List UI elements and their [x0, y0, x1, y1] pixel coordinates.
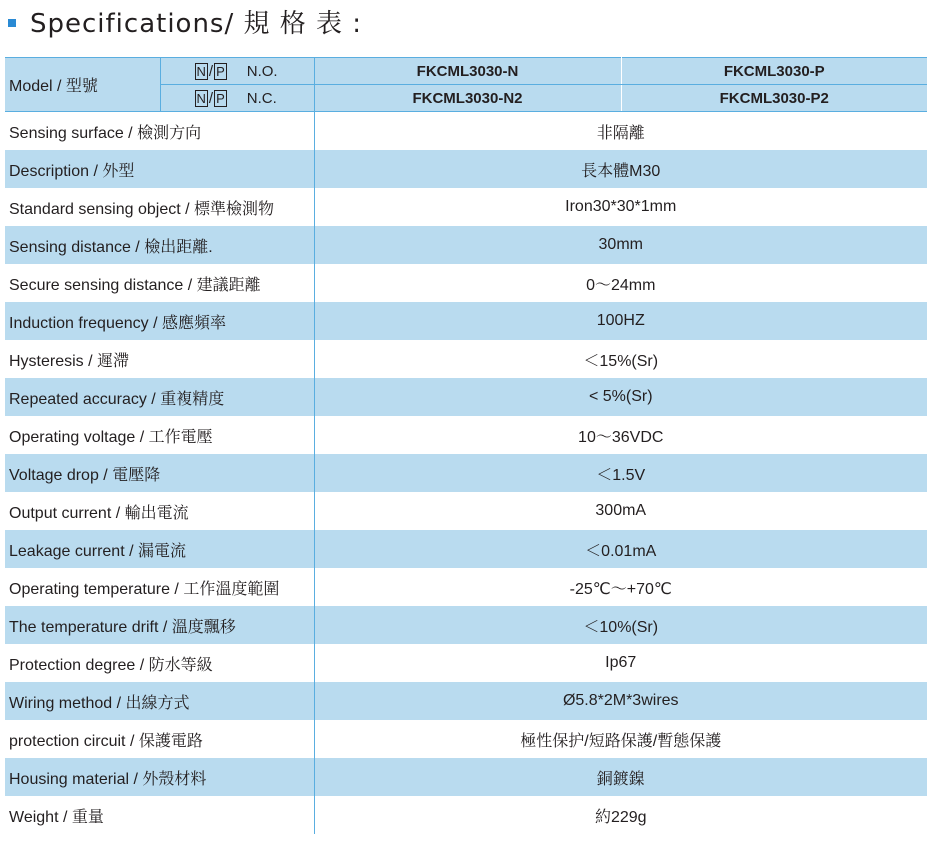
spec-value: Iron30*30*1mm: [565, 198, 677, 215]
spec-row: [5, 530, 927, 568]
spec-value: Ip67: [605, 654, 637, 671]
spec-row: [5, 302, 927, 340]
output-type-label: N.C.: [246, 89, 277, 107]
pnp-box: P: [216, 63, 225, 79]
spec-name: Secure sensing distance / 建議距離: [5, 264, 314, 302]
pnp-box: P: [216, 90, 225, 106]
spec-value: 100HZ: [314, 302, 927, 340]
spec-value: 300mA: [595, 502, 647, 519]
spec-value: 長本體M30: [314, 150, 927, 188]
spec-row: [5, 796, 927, 834]
spec-value: Ø5.8*2M*3wires: [314, 682, 927, 720]
spec-value: 10～36VDC: [578, 428, 664, 446]
spec-value: ＜0.01mA: [314, 530, 927, 568]
specifications-table: [5, 57, 927, 834]
np-type-cell: [160, 58, 314, 85]
spec-row: [5, 188, 927, 226]
spec-row: [5, 340, 927, 378]
spec-row: [5, 378, 927, 416]
spec-row: [5, 720, 927, 758]
spec-name: Induction frequency / 感應頻率: [5, 302, 314, 340]
spec-value: ＜1.5V: [314, 454, 927, 492]
spec-value: 極性保护/短路保護/暫態保護: [520, 732, 722, 750]
spec-name: protection circuit / 保護電路: [5, 720, 314, 758]
spec-value: ＜15%(Sr): [583, 352, 659, 370]
spec-value: 30mm: [314, 226, 927, 264]
model-pnp-value: FKCML3030-P: [621, 58, 927, 85]
spec-name: Hysteresis / 遲滯: [5, 340, 314, 378]
output-type-label: N.O.: [246, 62, 278, 80]
section-header: [8, 6, 363, 39]
spec-row: [5, 112, 927, 151]
spec-row: [5, 150, 927, 188]
spec-name: Repeated accuracy / 重複精度: [5, 378, 314, 416]
spec-value: 非隔離: [596, 124, 645, 142]
spec-name: Weight / 重量: [5, 796, 314, 834]
spec-name: Protection degree / 防水等級: [5, 644, 314, 682]
spec-name: Operating temperature / 工作溫度範圍: [5, 568, 314, 606]
model-npn-value: FKCML3030-N2: [314, 85, 621, 112]
model-npn-value: FKCML3030-N: [314, 58, 621, 85]
spec-row: [5, 226, 927, 264]
spec-value: < 5%(Sr): [314, 378, 927, 416]
spec-name: Housing material / 外殼材料: [5, 758, 314, 796]
spec-row: [5, 682, 927, 720]
model-row-no: [5, 58, 927, 85]
spec-name: Output current / 輸出電流: [5, 492, 314, 530]
spec-name: Standard sensing object / 標準檢測物: [5, 188, 314, 226]
spec-value: 銅鍍鎳: [314, 758, 927, 796]
spec-name: Voltage drop / 電壓降: [5, 454, 314, 492]
npn-box: N: [196, 90, 206, 106]
spec-name: Description / 外型: [5, 150, 314, 188]
spec-row: [5, 264, 927, 302]
spec-value: 約229g: [594, 808, 647, 826]
spec-name: Leakage current / 漏電流: [5, 530, 314, 568]
spec-value: ＜10%(Sr): [314, 606, 927, 644]
spec-value: 0～24mm: [586, 276, 656, 294]
model-label: Model / 型號: [5, 58, 160, 112]
spec-row: [5, 606, 927, 644]
bullet-square-icon: [8, 19, 16, 27]
spec-name: Sensing surface / 檢測方向: [5, 112, 314, 151]
spec-value: -25℃～+70℃: [569, 580, 672, 598]
specifications-table-wrap: [5, 57, 927, 834]
spec-name: Wiring method / 出線方式: [5, 682, 314, 720]
section-title: Specifications/ 規 格 表 :: [30, 8, 363, 39]
spec-name: Sensing distance / 檢出距離.: [5, 226, 314, 264]
slash-glyph: /: [208, 89, 214, 107]
spec-row: [5, 644, 927, 682]
spec-name: The temperature drift / 溫度飄移: [5, 606, 314, 644]
model-pnp-value: FKCML3030-P2: [621, 85, 927, 112]
spec-row: [5, 416, 927, 454]
np-type-cell: [160, 85, 314, 112]
spec-row: [5, 758, 927, 796]
spec-row: [5, 568, 927, 606]
spec-row: [5, 492, 927, 530]
slash-glyph: /: [208, 62, 214, 80]
spec-row: [5, 454, 927, 492]
spec-name: Operating voltage / 工作電壓: [5, 416, 314, 454]
npn-box: N: [196, 63, 206, 79]
